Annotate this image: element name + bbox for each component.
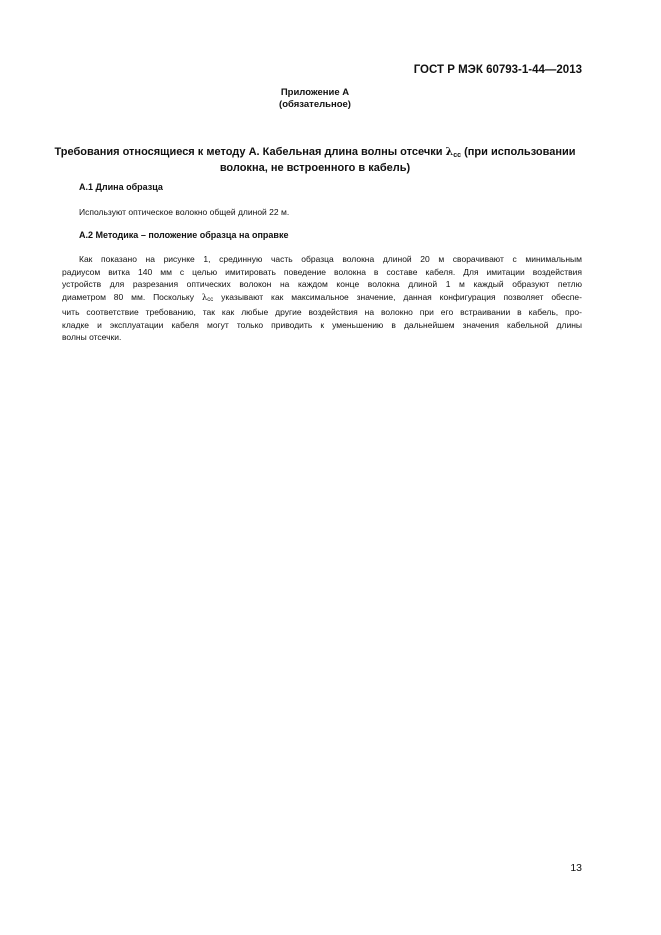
title-part-2: (при использовании bbox=[464, 146, 576, 158]
page-number: 13 bbox=[570, 862, 582, 874]
annex-main-title bbox=[44, 145, 586, 175]
body-line: волны отсечки. bbox=[62, 332, 122, 342]
title-line-1 bbox=[44, 145, 586, 162]
standard-designation: ГОСТ Р МЭК 60793-1-44—2013 bbox=[413, 64, 582, 76]
lambda-symbol: λ bbox=[201, 292, 208, 303]
title-line-2: волокна, не встроенного в кабель) bbox=[219, 162, 411, 174]
lambda-subscript: cc bbox=[453, 152, 462, 159]
body-line: устройств для разрезания оптических волокон на каждом конце волокна длиной 1 м каждый образуют петлю bbox=[62, 279, 582, 289]
annex-heading bbox=[0, 87, 630, 111]
body-line: Как показано на рисунке 1, срединную часть образца волокна длиной 20 м сворачивают с минимальным bbox=[79, 254, 582, 264]
lambda-subscript: cc bbox=[207, 296, 214, 303]
title-part-1: Требования относящиеся к методу А. Кабельная длина волны отсечки bbox=[54, 146, 443, 158]
annex-status: (обязательное) bbox=[279, 99, 351, 110]
section-a2-heading: А.2 Методика – положение образца на оправке bbox=[79, 230, 289, 240]
lambda-symbol: λ bbox=[445, 145, 454, 158]
body-line-part: указывают как максимальное значение, данная конфигурация позволяет обеспе- bbox=[221, 291, 582, 302]
body-line-part: диаметром 80 мм. Поскольку bbox=[62, 291, 194, 302]
section-a1-heading: А.1 Длина образца bbox=[79, 182, 163, 192]
section-a2-body bbox=[62, 253, 582, 344]
body-line-with-symbol bbox=[62, 291, 582, 307]
annex-title: Приложение А bbox=[280, 87, 350, 98]
section-a1-text: Используют оптическое волокно общей длиной 22 м. bbox=[79, 207, 290, 217]
body-line: чить соответствие требованию, так как любые другие воздействия на волокно при его встраивании в кабель, про- bbox=[62, 307, 582, 317]
body-line: кладке и эксплуатации кабеля могут только приводить к уменьшению в дальнейшем значения кабельной длины bbox=[62, 319, 582, 330]
body-line: радиусом витка 140 мм с целью имитировать поведение волокна в составе кабеля. Для имитации воздействия bbox=[62, 266, 582, 277]
